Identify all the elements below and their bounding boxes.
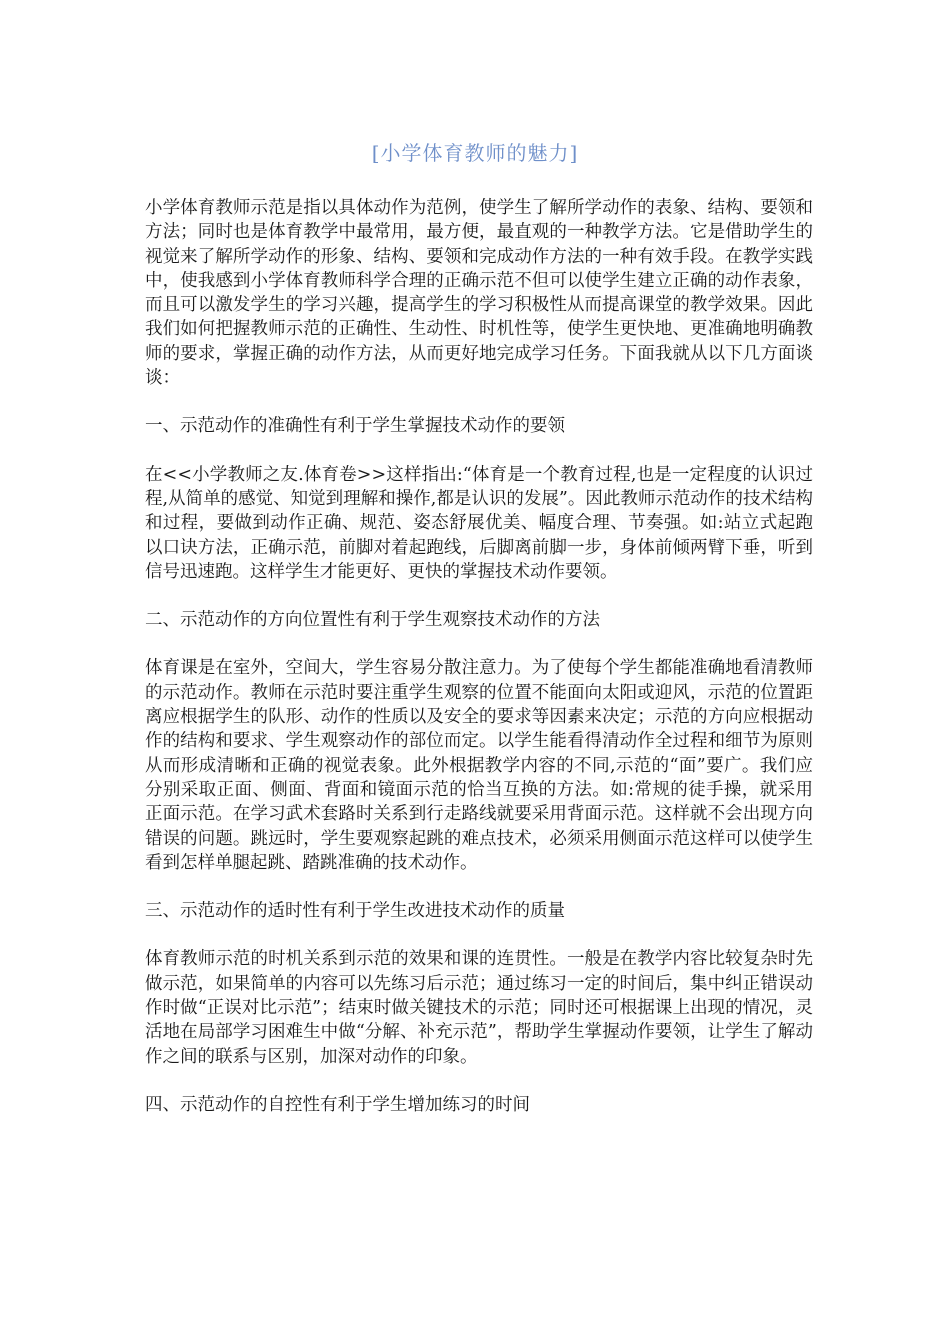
section-paragraph-1: 在<<小学教师之友.体育卷>>这样指出:“体育是一个教育过程,也是一定程度的认识过程,从简单的感觉、知觉到理解和操作,都是认识的发展”。因此教师示范动作的技术结构和过程，要做到动作正确、规范、姿态舒展优美、幅度合理、节奏强。如:站立式起跑以口诀方法，正确示范，前脚对着起跑线，后脚离前脚一步，身体前倾两臂下垂，听到信号迅速跑。这样学生才能更好、更快的掌握技术动作要领。: [145, 464, 813, 582]
section-heading-2: 二、示范动作的方向位置性有利于学生观察技术动作的方法: [145, 610, 600, 631]
document-title: [小学体育教师的魅力]: [371, 141, 579, 165]
section-paragraph-3: 体育教师示范的时机关系到示范的效果和课的连贯性。一般是在教学内容比较复杂时先做示范，如果简单的内容可以先练习后示范；通过练习一定的时间后，集中纠正错误动作时做“正误对比示范”；结束时做关键技术的示范；同时还可根据课上出现的情况，灵活地在局部学习困难生中做“分解、补充示范”，帮助学生掌握动作要领，让学生了解动作之间的联系与区别，加深对动作的印象。: [145, 949, 813, 1067]
section-heading-1: 一、示范动作的准确性有利于学生掌握技术动作的要领: [145, 416, 565, 437]
section-heading-4: 四、示范动作的自控性有利于学生增加练习的时间: [145, 1094, 530, 1115]
intro-paragraph: 小学体育教师示范是指以具体动作为范例，使学生了解所学动作的表象、结构、要领和方法；同时也是体育教学中最常用，最方便，最直观的一种教学方法。它是借助学生的视觉来了解所学动作的形象、结构、要领和完成动作方法的一种有效手段。在教学实践中，使我感到小学体育教师科学合理的正确示范不但可以使学生建立正确的动作表象，而且可以激发学生的学习兴趣，提高学生的学习积极性从而提高课堂的教学效果。因此我们如何把握教师示范的正确性、生动性、时机性等，使学生更快地、更准确地明确教师的要求，掌握正确的动作方法，从而更好地完成学习任务。下面我就从以下几方面谈谈：: [145, 198, 813, 389]
section-paragraph-2: 体育课是在室外，空间大，学生容易分散注意力。为了使每个学生都能准确地看清教师的示范动作。教师在示范时要注重学生观察的位置不能面向太阳或迎风，示范的位置距离应根据学生的队形、动作的性质以及安全的要求等因素来决定；示范的方向应根据动作的结构和要求、学生观察动作的部位而定。以学生能看得清动作全过程和细节为原则从而形成清晰和正确的视觉表象。此外根据教学内容的不同,示范的“面”要广。我们应分别采取正面、侧面、背面和镜面示范的恰当互换的方法。如:常规的徒手操，就采用正面示范。在学习武术套路时关系到行走路线就要采用背面示范。这样就不会出现方向错误的问题。跳远时，学生要观察起跳的难点技术，必须采用侧面示范这样可以使学生看到怎样单腿起跳、踏跳准确的技术动作。: [145, 658, 813, 873]
section-heading-3: 三、示范动作的适时性有利于学生改进技术动作的质量: [145, 901, 565, 922]
document-body: [145, 196, 813, 1141]
